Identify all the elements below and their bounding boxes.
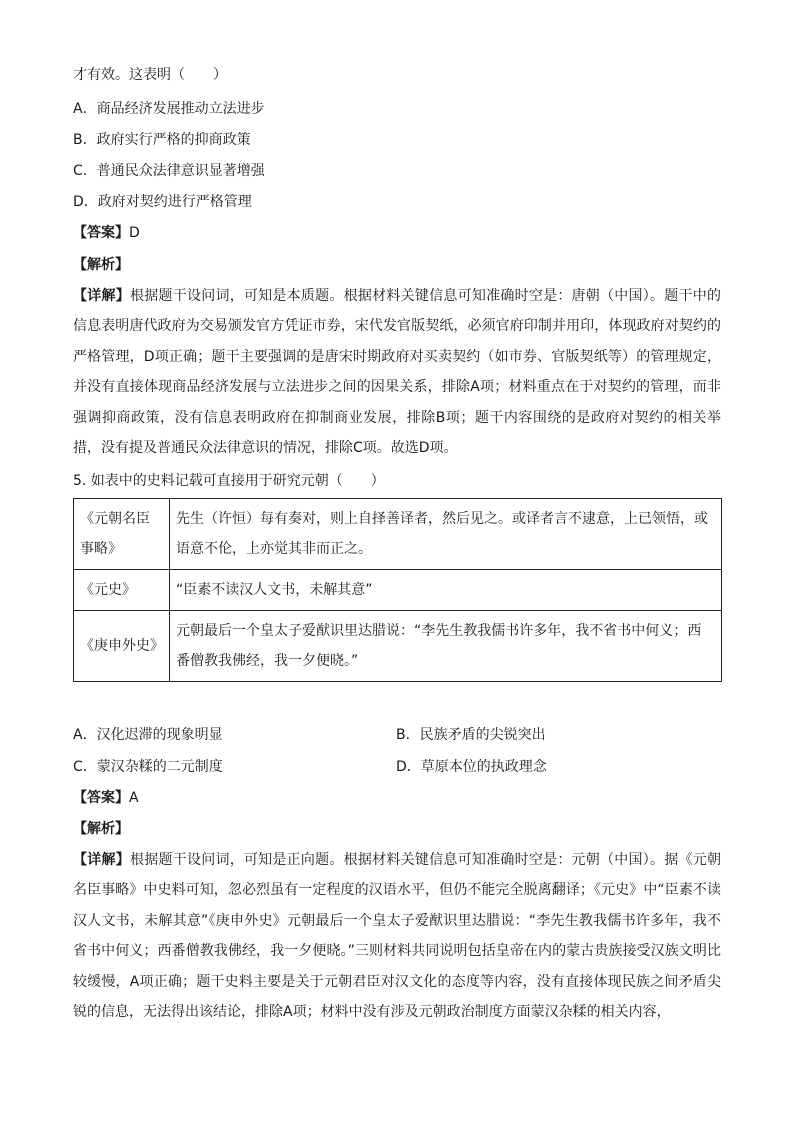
q4-option-a: A．商品经济发展推动立法进步 (73, 101, 265, 117)
source-content: 先生（许恒）每有奏对，则上自择善译者，然后见之。或译者言不逮意，上已领悟，或语意不伦，上亦觉其非而正之。 (170, 499, 722, 570)
source-name: 《庚申外史》 (74, 611, 170, 682)
q5-answer-line (73, 789, 139, 807)
q4-detail (73, 281, 721, 463)
q4-option-d: D．政府对契约进行严格管理 (73, 194, 252, 210)
q4-detail-text: 根据题干设问词，可知是本质题。根据材料关键信息可知准确时空是：唐朝（中国）。题干中的信息表明唐代政府为交易颁发官方凭证市券，宋代发官版契纸，必须官府印制并用印，体现政府对契约的严格管理，D项正确；题干主要强调的是唐宋时期政府对买卖契约（如市券、官版契纸等）的管理规定，并没有直接体现商品经济发展与立法进步之间的因果关系，排除A项；材料重点在于对契约的管理，而非强调抑商政策，没有信息表明政府在抑制商业发展，排除B项；题干内容围绕的是政府对契约的相关举措，没有提及普通民众法律意识的情况，排除C项。故选D项。 (73, 288, 722, 457)
q5-detail (73, 845, 721, 1027)
q5-detail-text: 根据题干设问词，可知是正向题。根据材料关键信息可知准确时空是：元朝（中国）。据《元朝名臣事略》中史料可知，忽必烈虽有一定程度的汉语水平，但仍不能完全脱离翻译；《元史》中“臣素不读汉人文书，未解其意”《庚申外史》元朝最后一个皇太子爱猷识里达腊说：“李先生教我儒书许多年，我不省书中何义；西番僧教我佛经，我一夕便晓。”三则材料共同说明包括皇帝在内的蒙古贵族接受汉族文明比较缓慢，A项正确；题干史料主要是关于元朝君臣对汉文化的态度等内容，没有直接体现民族之间矛盾尖锐的信息，无法得出该结论，排除A项；材料中没有涉及元朝政治制度方面蒙汉杂糅的相关内容， (73, 852, 722, 1021)
answer-tag: 【答案】 (73, 225, 129, 241)
source-content: “臣素不读汉人文书，未解其意” (170, 570, 722, 611)
q4-option-c: C．普通民众法律意识显著增强 (73, 163, 265, 179)
q4-analysis-tag: 【解析】 (73, 257, 129, 273)
detail-tag: 【详解】 (73, 852, 130, 868)
q5-stem: 5. 如表中的史料记载可直接用于研究元朝（ ） (73, 473, 385, 489)
q4-answer: D (129, 225, 140, 241)
q5-analysis-tag: 【解析】 (73, 821, 129, 837)
q5-answer: A (129, 790, 139, 806)
q5-option-a: A．汉化迟滞的现象明显 (73, 727, 223, 743)
q5-option-b: B．民族矛盾的尖锐突出 (396, 727, 546, 743)
source-content: 元朝最后一个皇太子爱猷识里达腊说：“李先生教我儒书许多年，我不省书中何义；西番僧教我佛经，我一夕便晓。” (170, 611, 722, 682)
q4-option-b: B．政府实行严格的抑商政策 (73, 132, 251, 148)
table-row (74, 570, 722, 611)
q5-option-c: C．蒙汉杂糅的二元制度 (73, 759, 223, 775)
source-name: 《元史》 (74, 570, 170, 611)
source-table (73, 498, 722, 682)
q4-stem-tail: 才有效。这表明（ ） (73, 67, 227, 83)
answer-tag: 【答案】 (73, 790, 129, 806)
table-row (74, 611, 722, 682)
table-row (74, 499, 722, 570)
q4-answer-line (73, 224, 140, 242)
q5-option-d: D．草原本位的执政理念 (396, 759, 547, 775)
source-name: 《元朝名臣事略》 (74, 499, 170, 570)
detail-tag: 【详解】 (73, 288, 130, 304)
